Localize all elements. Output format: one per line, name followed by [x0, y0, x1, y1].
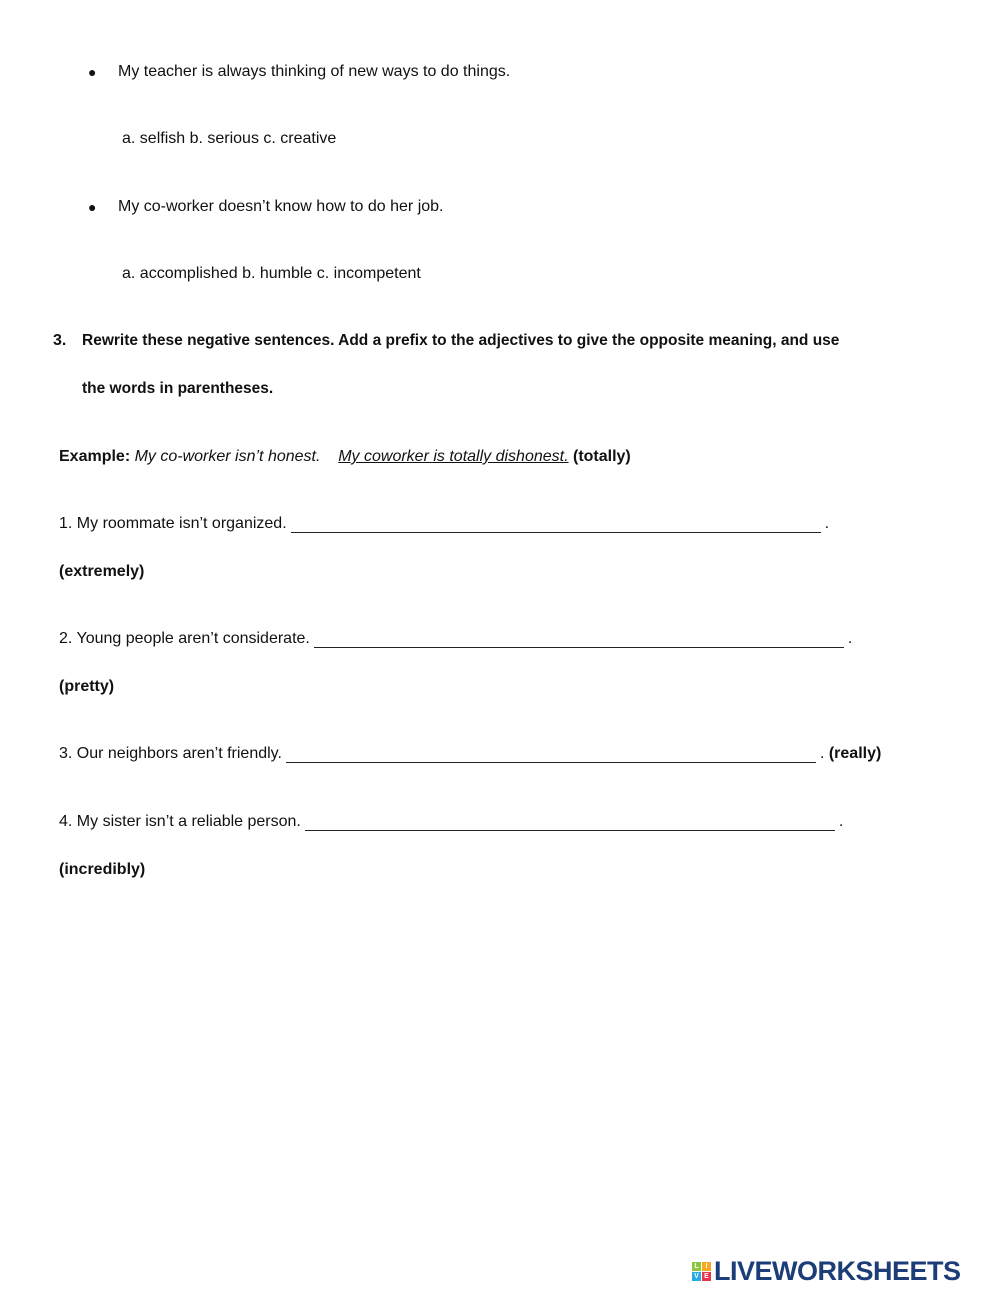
logo-tile: E [702, 1272, 711, 1281]
answer-input-2[interactable] [314, 631, 844, 648]
bullet-icon: ● [88, 64, 97, 80]
q2-sentence-2: My co-worker doesn’t know how to do her job. [118, 198, 444, 215]
logo-tile: V [692, 1272, 701, 1281]
item-word: (really) [828, 745, 882, 762]
item-word: (incredibly) [59, 861, 146, 878]
q2-options-1: a. selfish b. serious c. creative [122, 130, 337, 147]
example-label: Example: [59, 448, 131, 465]
period: . [847, 630, 853, 647]
answer-input-1[interactable] [291, 516, 821, 533]
item-word: (extremely) [59, 563, 145, 580]
logo-text: LIVEWORKSHEETS [714, 1256, 961, 1286]
item-prompt: 2. Young people aren’t considerate. [59, 630, 310, 647]
period: . [838, 813, 844, 830]
q3-number: 3. [53, 332, 67, 349]
item-2 [59, 629, 852, 649]
period: . [819, 745, 825, 762]
liveworksheets-logo [692, 1256, 961, 1287]
item-prompt: 3. Our neighbors aren’t friendly. [59, 745, 282, 762]
q3-instruction: Rewrite these negative sentences. Add a prefix to the adjectives to give the opposite meaning, and use [82, 332, 840, 349]
logo-tile: I [702, 1262, 711, 1271]
item-prompt: 1. My roommate isn’t organized. [59, 515, 287, 532]
q3-instruction-2: the words in parentheses. [82, 380, 274, 397]
item-word: (pretty) [59, 678, 115, 695]
logo-tiles-icon [692, 1262, 711, 1281]
answer-input-4[interactable] [305, 814, 835, 831]
answer-input-3[interactable] [286, 746, 816, 763]
q2-sentence-1: My teacher is always thinking of new ways to do things. [118, 63, 511, 80]
example-sentence: My co-worker isn’t honest. [134, 448, 321, 465]
item-4 [59, 812, 843, 832]
item-prompt: 4. My sister isn’t a reliable person. [59, 813, 301, 830]
bullet-icon: ● [88, 199, 97, 215]
logo-tile: L [692, 1262, 701, 1271]
item-3 [59, 744, 881, 764]
example-word: (totally) [572, 448, 631, 465]
example [59, 447, 631, 467]
q2-options-2: a. accomplished b. humble c. incompetent [122, 265, 421, 282]
item-1 [59, 514, 829, 534]
example-answer: My coworker is totally dishonest. [338, 448, 569, 465]
period: . [824, 515, 830, 532]
